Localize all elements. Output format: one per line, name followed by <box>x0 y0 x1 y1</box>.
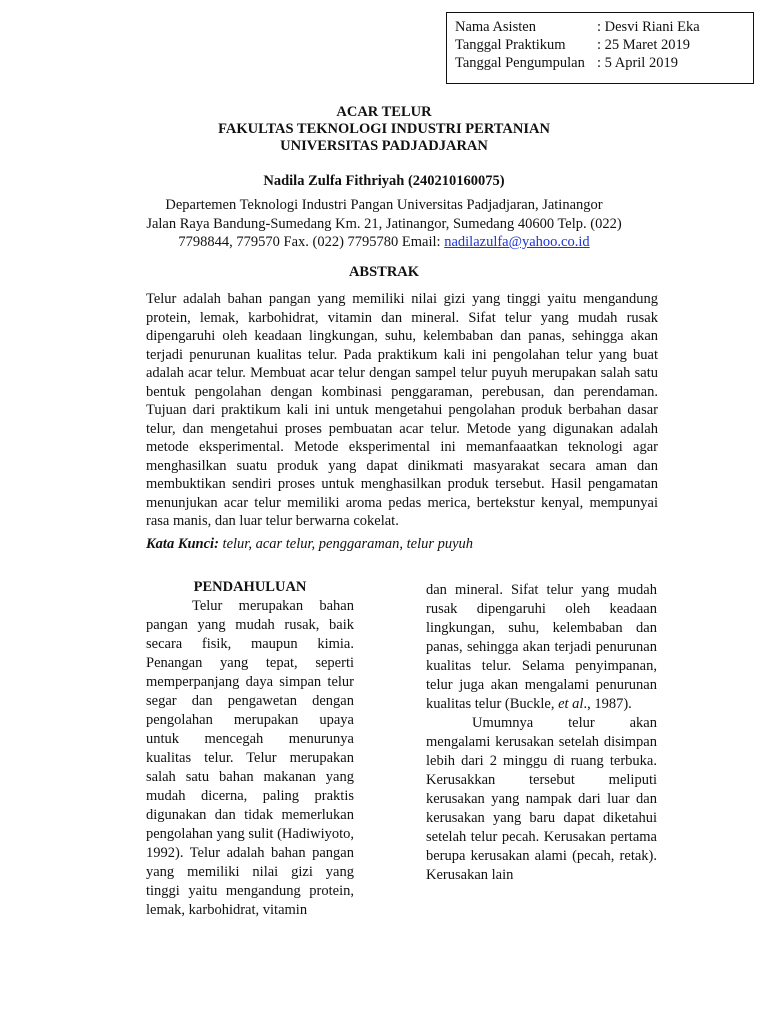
contact-text: 7798844, 779570 Fax. (022) 7795780 Email: <box>178 234 445 250</box>
author-name: Nadila Zulfa Fithriyah (240210160075) <box>263 173 505 189</box>
keywords-list: telur, acar telur, penggaraman, telur puyuh <box>218 536 474 552</box>
info-value: : 5 April 2019 <box>597 55 678 71</box>
abstract-heading: ABSTRAK <box>348 264 420 280</box>
email-link[interactable]: nadilazulfa@yahoo.co.id <box>444 234 590 250</box>
paper-title <box>0 104 768 155</box>
title-line-3: UNIVERSITAS PADJADJARAN <box>280 138 488 154</box>
info-value: : Desvi Riani Eka <box>597 19 700 35</box>
affiliation-line-1: Departemen Teknologi Industri Pangan Universitas Padjadjaran, Jatinangor <box>165 197 603 213</box>
keywords <box>146 536 658 553</box>
section-heading-introduction: PENDAHULUAN <box>193 579 307 595</box>
introduction-paragraph-1: Telur merupakan bahan pangan yang mudah rusak, baik secara fisik, maupun kimia. Penangan yang tepat, seperti memperpanjang daya simpan telur segar dan pengawetan dengan pengolahan merupakan upaya untuk mencegah menurunya kualitas telur. Telur merupakan salah satu bahan makanan yang mudah dicerna, paling praktis digunakan dan tidak memerlukan pengolahan yang sulit (Hadiwiyoto, 1992). Telur adalah bahan pangan yang memiliki nilai gizi yang tinggi yaitu mengandung protein, lemak, karbohidrat, vitamin <box>146 598 354 918</box>
assistant-info-box <box>446 12 754 84</box>
affiliation <box>0 196 768 252</box>
abstract-text: Telur adalah bahan pangan yang memiliki nilai gizi yang tinggi yaitu mengandung protein, lemak, karbohidrat, vitamin dan mineral. Sifat telur yang mudah rusak dipengaruhi oleh keadaan lingkungan, suhu, kelembaban dan panas, sehingga akan terjadi penurunan kualitas telur. Pada praktikum kali ini pengolahan telur yang buat adalah acar telur. Membuat acar telur dengan sampel telur puyuh merupakan salah satu bentuk pengolahan dengan kombinasi penggaraman, perebusan, dan perendaman. Tujuan dari praktikum kali ini untuk mengetahui pengolahan produk berbahan dasar telur, dan mengetahui proses pembuatan acar telur. Metode yang digunakan adalah metode eksperimental. Metode eksperimental ini memanfaaatkan teknologi agar menghasilkan suatu produk yang dapat dinikmati masyarakat secara aman dan membuktikan sendiri proses untuk menghasilkan produk tersebut. Hasil pengamatan menunjukan acar telur memiliki aroma pedas merica, bertekstur kenyal, mempunyai rasa manis, dan luar telur berwarna cokelat. <box>146 291 658 529</box>
paragraph-text: dan mineral. Sifat telur yang mudah rusak dipengaruhi oleh keadaan lingkungan, suhu, kelembaban dan panas, sehingga akan terjadi penurunan kualitas telur. Selama penyimpanan, telur juga akan mengalami penurunan kualitas telur (Buckle, <box>426 582 657 712</box>
affiliation-line-3 <box>0 233 768 252</box>
citation-etal: et al <box>558 696 584 712</box>
keywords-label: Kata Kunci: <box>146 536 219 552</box>
info-row-submission-date <box>455 54 745 72</box>
body-column-right <box>426 581 657 885</box>
title-line-1: ACAR TELUR <box>336 104 432 120</box>
introduction-paragraph-continued <box>426 581 657 714</box>
info-label: Nama Asisten <box>455 19 536 35</box>
info-row-practicum-date <box>455 36 745 54</box>
body-column-left <box>146 578 354 920</box>
info-label: Tanggal Pengumpulan <box>455 55 585 71</box>
info-row-assistant <box>455 18 745 36</box>
introduction-paragraph-2: Umumnya telur akan mengalami kerusakan setelah disimpan lebih dari 2 minggu di ruang terbuka. Kerusakkan tersebut meliputi kerusakan yang nampak dari luar dan kerusakan yang baru dapat diketahui setelah telur pecah. Kerusakan pertama berupa kerusakan alami (pecah, retak). Kerusakan lain <box>426 715 657 883</box>
affiliation-line-2: Jalan Raya Bandung-Sumedang Km. 21, Jatinangor, Sumedang 40600 Telp. (022) <box>146 215 622 232</box>
info-value: : 25 Maret 2019 <box>597 37 691 53</box>
title-line-2: FAKULTAS TEKNOLOGI INDUSTRI PERTANIAN <box>218 121 550 137</box>
paragraph-text-end: ., 1987). <box>583 696 632 712</box>
info-label: Tanggal Praktikum <box>455 37 566 53</box>
